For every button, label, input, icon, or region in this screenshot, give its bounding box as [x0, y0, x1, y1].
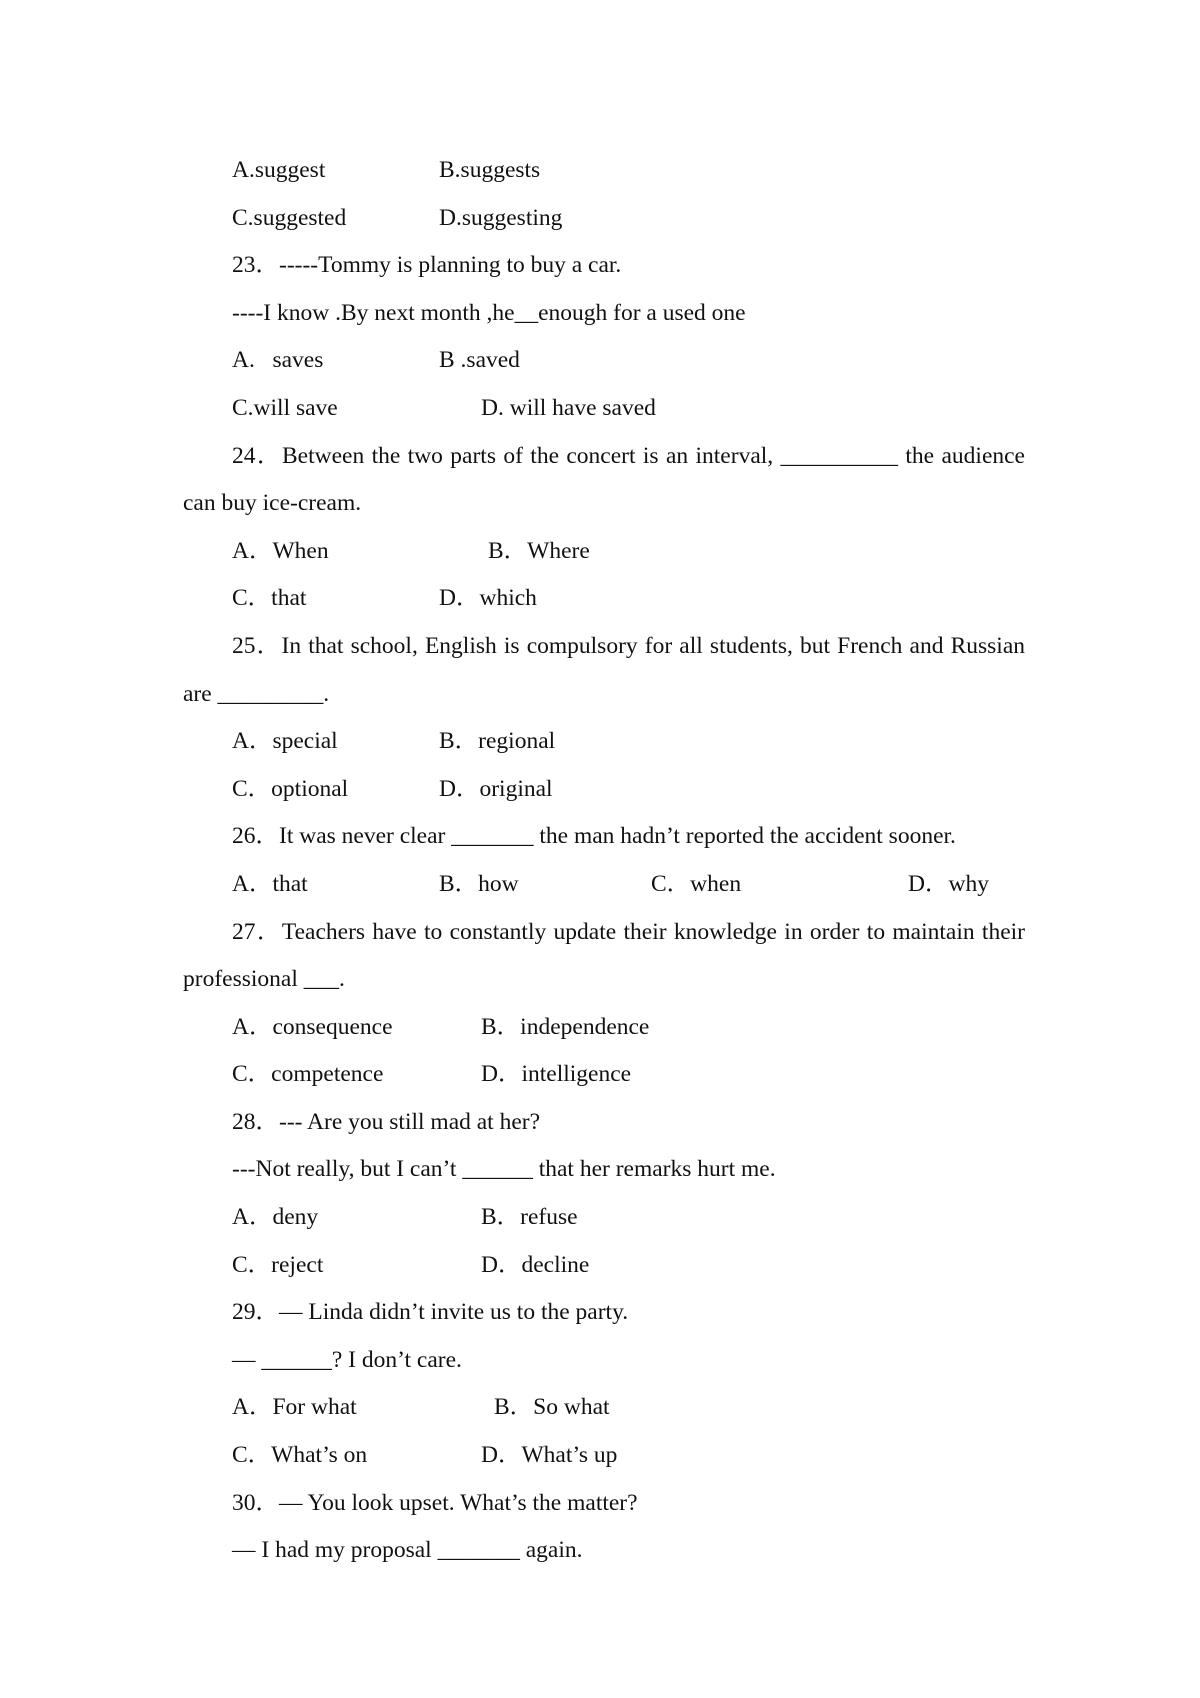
exam-page — [0, 147, 1200, 1575]
q28-options-row-2 — [0, 1242, 1200, 1290]
q25-stem-part-2: are _________. — [183, 680, 330, 707]
q25-option-a: A．special — [232, 728, 338, 755]
q24-option-c: C．that — [232, 585, 307, 612]
q23-stem-line — [0, 242, 1200, 290]
q24-stem-part-2: can buy ice-cream. — [183, 490, 362, 517]
q25-options-row-2 — [0, 766, 1200, 814]
q23-reply-line — [0, 290, 1200, 338]
q28-option-b: B．refuse — [481, 1204, 578, 1231]
q24-stem-line-1 — [0, 433, 1200, 481]
q23-reply: ----I know .By next month ,he__enough for a used one — [232, 299, 746, 326]
q26-option-a: A．that — [232, 870, 308, 897]
q28-reply-line — [0, 1146, 1200, 1194]
q29-reply-line — [0, 1337, 1200, 1385]
q27-stem-line-2 — [0, 956, 1200, 1004]
q24-options-row-1 — [0, 528, 1200, 576]
q23-option-d: D. will have saved — [481, 394, 656, 421]
q27-stem-part-1: 27．Teachers have to constantly update their knowledge in order to maintain their — [232, 918, 1025, 945]
q23-options-row-2 — [0, 385, 1200, 433]
q24-stem-line-2 — [0, 480, 1200, 528]
q26-stem: 26．It was never clear _______ the man hadn’t reported the accident sooner. — [232, 823, 956, 850]
q29-reply: — ______? I don’t care. — [232, 1346, 462, 1373]
q22-option-c: C.suggested — [232, 204, 347, 231]
q25-option-c: C．optional — [232, 775, 349, 802]
q24-option-b: B．Where — [488, 537, 590, 564]
q27-options-row-2 — [0, 1051, 1200, 1099]
q30-stem-line — [0, 1480, 1200, 1528]
q29-options-row-1 — [0, 1384, 1200, 1432]
q27-stem-line-1 — [0, 909, 1200, 957]
q23-option-c: C.will save — [232, 394, 338, 421]
q26-option-d: D．why — [908, 870, 989, 897]
q28-option-d: D．decline — [481, 1251, 590, 1278]
q24-option-d: D．which — [439, 585, 537, 612]
q25-options-row-1 — [0, 718, 1200, 766]
q26-stem-line — [0, 813, 1200, 861]
q27-option-d: D．intelligence — [481, 1061, 632, 1088]
q27-options-row-1 — [0, 1004, 1200, 1052]
q25-stem-part-1: 25．In that school, English is compulsory for all students, but French and Russian — [232, 632, 1025, 659]
q28-option-c: C．reject — [232, 1251, 324, 1278]
q29-stem: 29．— Linda didn’t invite us to the party. — [232, 1299, 629, 1326]
q23-option-b: B .saved — [439, 347, 520, 374]
q26-option-b: B．how — [439, 870, 519, 897]
q24-option-a: A．When — [232, 537, 329, 564]
q22-option-a: A.suggest — [232, 157, 326, 183]
q29-option-c: C．What’s on — [232, 1442, 368, 1469]
q28-options-row-1 — [0, 1194, 1200, 1242]
q24-stem-part-1: 24．Between the two parts of the concert is an interval, __________ the audience — [232, 442, 1025, 469]
q29-options-row-2 — [0, 1432, 1200, 1480]
q22-options-row-2 — [0, 195, 1200, 243]
q25-option-b: B．regional — [439, 728, 556, 755]
q26-option-c: C．when — [651, 870, 742, 897]
q25-option-d: D．original — [439, 775, 553, 802]
q29-option-d: D．What’s up — [481, 1442, 618, 1469]
q28-option-a: A．deny — [232, 1204, 319, 1231]
q26-options-row — [0, 861, 1200, 909]
q30-reply-line — [0, 1527, 1200, 1575]
q28-reply: ---Not really, but I can’t ______ that her remarks hurt me. — [232, 1156, 776, 1183]
q27-option-a: A．consequence — [232, 1013, 393, 1040]
q24-options-row-2 — [0, 575, 1200, 623]
q27-option-b: B．independence — [481, 1013, 650, 1040]
q28-stem: 28．--- Are you still mad at her? — [232, 1108, 541, 1135]
q28-stem-line — [0, 1099, 1200, 1147]
q23-option-a: A. saves — [232, 347, 324, 374]
q29-stem-line — [0, 1289, 1200, 1337]
q30-reply: — I had my proposal _______ again. — [232, 1537, 583, 1564]
q22-option-d: D.suggesting — [439, 204, 563, 231]
q29-option-b: B．So what — [494, 1394, 610, 1421]
q27-stem-part-2: professional ___. — [183, 966, 345, 993]
q22-options-row-1 — [0, 147, 1200, 195]
q29-option-a: A．For what — [232, 1394, 357, 1421]
q23-stem: 23．-----Tommy is planning to buy a car. — [232, 252, 622, 279]
q25-stem-line-2 — [0, 671, 1200, 719]
q25-stem-line-1 — [0, 623, 1200, 671]
q27-option-c: C．competence — [232, 1061, 384, 1088]
q30-stem: 30．— You look upset. What’s the matter? — [232, 1489, 638, 1516]
q22-option-b: B.suggests — [439, 157, 541, 183]
q23-options-row-1 — [0, 337, 1200, 385]
